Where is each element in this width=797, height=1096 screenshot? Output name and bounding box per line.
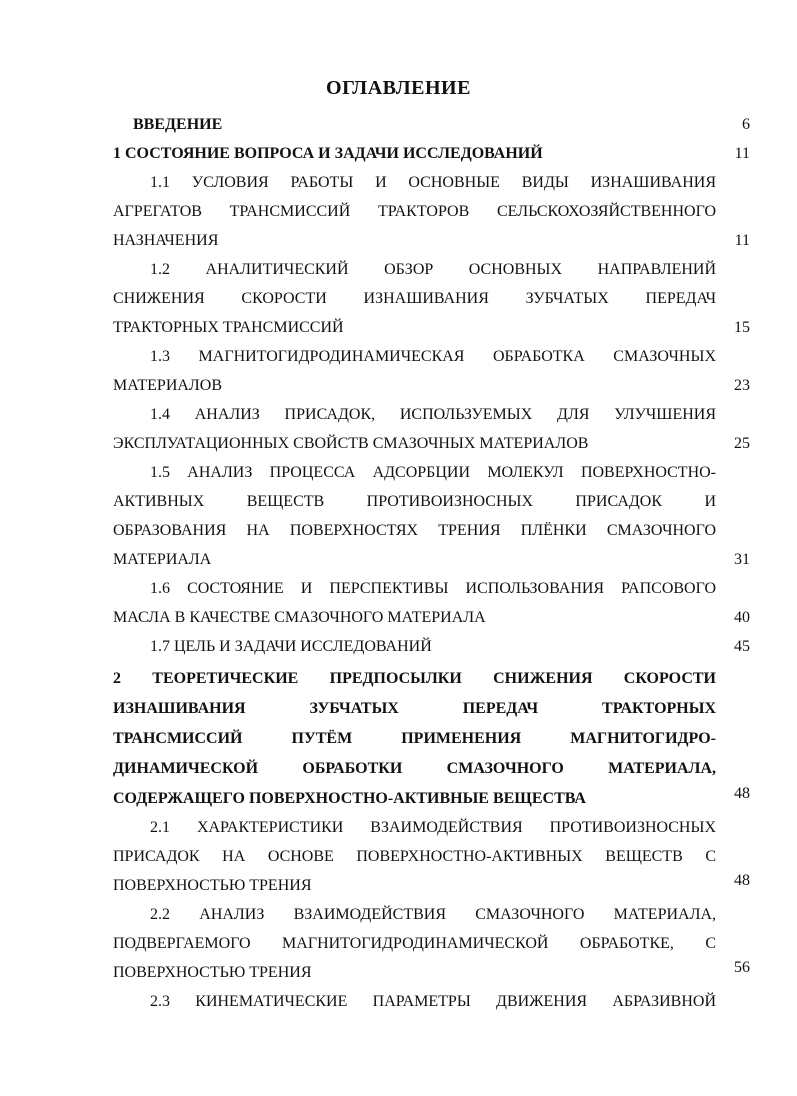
toc-entry-1-5-line-1: 1.5 АНАЛИЗ ПРОЦЕССА АДСОРБЦИИ МОЛЕКУЛ ПОВЕРХНОСТНО- — [150, 464, 716, 481]
toc-entry-chapter-2-line-3: ТРАНСМИССИЙ ПУТЁМ ПРИМЕНЕНИЯ МАГНИТОГИДРО- — [113, 730, 716, 747]
toc-entry-2-1-line-3: ПОВЕРХНОСТЬЮ ТРЕНИЯ — [113, 877, 312, 894]
toc-entry-1-5-line-4: МАТЕРИАЛА — [113, 551, 212, 568]
toc-page-introduction: 6 — [742, 116, 750, 133]
toc-entry-2-2-line-2: ПОДВЕРГАЕМОГО МАГНИТОГИДРОДИНАМИЧЕСКОЙ ОБРАБОТКЕ, С — [113, 935, 716, 952]
toc-entry-2-2-line-3: ПОВЕРХНОСТЬЮ ТРЕНИЯ — [113, 964, 312, 981]
toc-entry-1-3-line-1: 1.3 МАГНИТОГИДРОДИНАМИЧЕСКАЯ ОБРАБОТКА СМАЗОЧНЫХ — [150, 348, 716, 365]
toc-entry-introduction: ВВЕДЕНИЕ — [133, 116, 223, 133]
toc-page-chapter-2: 48 — [734, 785, 750, 802]
page-title: ОГЛАВЛЕНИЕ — [326, 77, 471, 99]
toc-page-2-1: 48 — [734, 872, 750, 889]
toc-entry-1-7: 1.7 ЦЕЛЬ И ЗАДАЧИ ИССЛЕДОВАНИЙ — [150, 638, 432, 655]
toc-entry-chapter-2-line-2: ИЗНАШИВАНИЯ ЗУБЧАТЫХ ПЕРЕДАЧ ТРАКТОРНЫХ — [113, 700, 716, 717]
toc-entry-1-6-line-1: 1.6 СОСТОЯНИЕ И ПЕРСПЕКТИВЫ ИСПОЛЬЗОВАНИЯ РАПСОВОГО — [150, 580, 716, 597]
toc-entry-chapter-2-line-4: ДИНАМИЧЕСКОЙ ОБРАБОТКИ СМАЗОЧНОГО МАТЕРИАЛА, — [113, 760, 716, 777]
toc-entry-1-1-line-2: АГРЕГАТОВ ТРАНСМИССИЙ ТРАКТОРОВ СЕЛЬСКОХОЗЯЙСТВЕННОГО — [113, 203, 716, 220]
toc-entry-1-2-line-2: СНИЖЕНИЯ СКОРОСТИ ИЗНАШИВАНИЯ ЗУБЧАТЫХ ПЕРЕДАЧ — [113, 290, 716, 307]
toc-entry-1-1-line-3: НАЗНАЧЕНИЯ — [113, 232, 219, 249]
toc-page-1-6: 40 — [734, 609, 750, 626]
toc-page-1-4: 25 — [734, 435, 750, 452]
toc-entry-2-3-line-1: 2.3 КИНЕМАТИЧЕСКИЕ ПАРАМЕТРЫ ДВИЖЕНИЯ АБРАЗИВНОЙ — [150, 993, 716, 1010]
toc-entry-1-4-line-2: ЭКСПЛУАТАЦИОННЫХ СВОЙСТВ СМАЗОЧНЫХ МАТЕРИАЛОВ — [113, 435, 589, 452]
toc-entry-1-4-line-1: 1.4 АНАЛИЗ ПРИСАДОК, ИСПОЛЬЗУЕМЫХ ДЛЯ УЛУЧШЕНИЯ — [150, 406, 716, 423]
toc-page-chapter-1: 11 — [734, 145, 750, 162]
toc-entry-1-3-line-2: МАТЕРИАЛОВ — [113, 377, 223, 394]
toc-page-1-3: 23 — [734, 377, 750, 394]
toc-page-2-2: 56 — [734, 959, 750, 976]
toc-entry-1-2-line-3: ТРАКТОРНЫХ ТРАНСМИССИЙ — [113, 319, 344, 336]
toc-page-1-1: 11 — [734, 232, 750, 249]
toc-entry-1-6-line-2: МАСЛА В КАЧЕСТВЕ СМАЗОЧНОГО МАТЕРИАЛА — [113, 609, 486, 626]
toc-page-1-7: 45 — [734, 638, 750, 655]
toc-page-1-2: 15 — [734, 319, 750, 336]
toc-page-1-5: 31 — [734, 551, 750, 568]
toc-entry-chapter-1: 1 СОСТОЯНИЕ ВОПРОСА И ЗАДАЧИ ИССЛЕДОВАНИЙ — [113, 145, 543, 162]
toc-entry-1-1-line-1: 1.1 УСЛОВИЯ РАБОТЫ И ОСНОВНЫЕ ВИДЫ ИЗНАШИВАНИЯ — [150, 174, 716, 191]
toc-entry-chapter-2-line-1: 2 ТЕОРЕТИЧЕСКИЕ ПРЕДПОСЫЛКИ СНИЖЕНИЯ СКОРОСТИ — [113, 670, 716, 687]
toc-entry-2-1-line-2: ПРИСАДОК НА ОСНОВЕ ПОВЕРХНОСТНО-АКТИВНЫХ ВЕЩЕСТВ С — [113, 848, 716, 865]
toc-entry-1-5-line-3: ОБРАЗОВАНИЯ НА ПОВЕРХНОСТЯХ ТРЕНИЯ ПЛЁНКИ СМАЗОЧНОГО — [113, 522, 716, 539]
toc-entry-1-2-line-1: 1.2 АНАЛИТИЧЕСКИЙ ОБЗОР ОСНОВНЫХ НАПРАВЛЕНИЙ — [150, 261, 716, 278]
toc-entry-2-1-line-1: 2.1 ХАРАКТЕРИСТИКИ ВЗАИМОДЕЙСТВИЯ ПРОТИВОИЗНОСНЫХ — [150, 819, 716, 836]
toc-entry-chapter-2-line-5: СОДЕРЖАЩЕГО ПОВЕРХНОСТНО-АКТИВНЫЕ ВЕЩЕСТВА — [113, 790, 586, 807]
toc-entry-1-5-line-2: АКТИВНЫХ ВЕЩЕСТВ ПРОТИВОИЗНОСНЫХ ПРИСАДОК И — [113, 493, 716, 510]
toc-entry-2-2-line-1: 2.2 АНАЛИЗ ВЗАИМОДЕЙСТВИЯ СМАЗОЧНОГО МАТЕРИАЛА, — [150, 906, 716, 923]
